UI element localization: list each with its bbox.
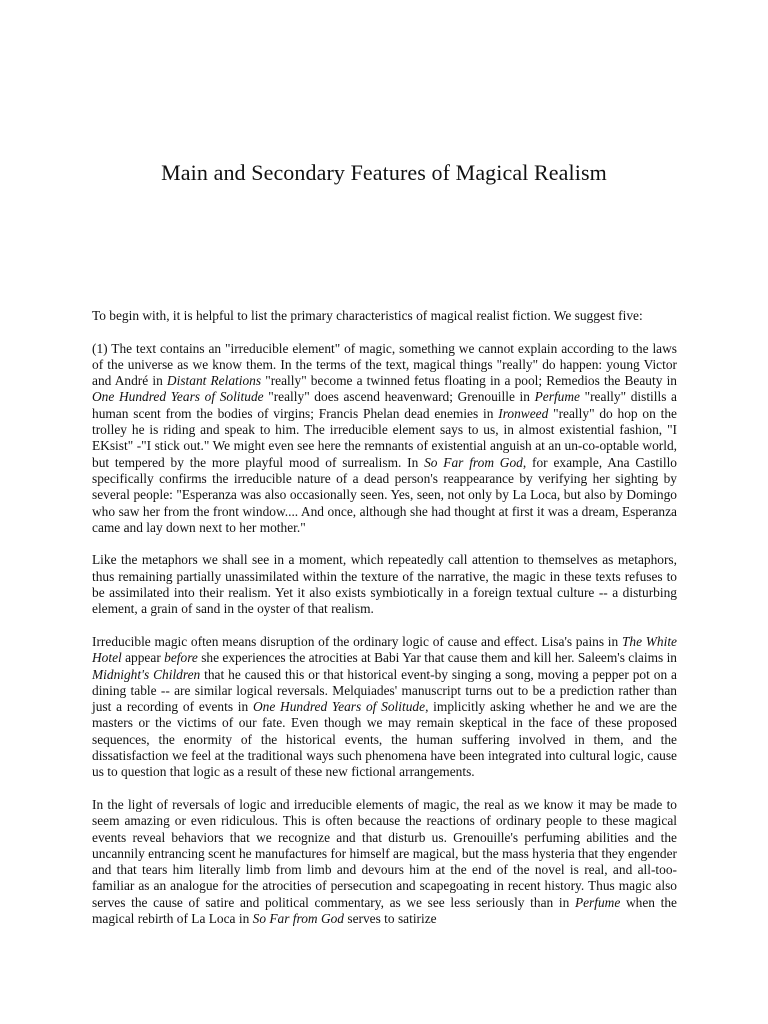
italic-title-text: Perfume [534,389,580,405]
italic-title-text: Perfume [574,894,621,910]
paragraph [92,308,677,324]
italic-title-text: Ironweed [498,405,549,421]
paragraph-text: she experiences the atrocities at Babi Yar that cause them and kill her. Saleem's claims in [197,650,677,666]
italic-title-text: Distant Relations [166,373,262,389]
paragraph-text: serves to satirize [344,910,437,926]
paragraph-text: , for example, Ana Castillo specifically confirms the irreducible nature of a dead person's reappearance by verifying her sighting by several people: "Esperanza was also occasionally seen. Yes, seen, not only by La Loca, but also by Domingo who saw her from the front window.... And once, although she had thought at first it was a dream, Esperanza came and lay down next to her mother." [92,454,677,535]
paragraph-text: (1) The text contains an "irreducible element" of magic, something we cannot explain according to the laws of the universe as we know them. In the terms of the text, magical things "really" do happen: young Victor and André in [92,340,677,389]
paragraph-text: when the magical rebirth of La Loca in [92,894,677,926]
paragraph-text: "really" distills a human scent from the bodies of virgins; Francis Phelan dead enemies in [92,389,678,421]
italic-title-text: before [164,650,198,666]
italic-title-text: So Far from God [424,454,523,470]
italic-title-text: One Hundred Years of Solitude [92,389,264,405]
paragraph-text: "really" become a twinned fetus floating in a pool; Remedios the Beauty in [261,373,677,389]
paragraph-text: Irreducible magic often means disruption of the ordinary logic of cause and effect. Lisa's pains in [92,633,622,649]
paragraph-text: To begin with, it is helpful to list the primary characteristics of magical realist fiction. We suggest five: [92,308,643,323]
paragraph [92,797,677,927]
paragraph-text: appear [121,650,165,666]
paragraph [92,552,677,617]
paragraph-text: Like the metaphors we shall see in a moment, which repeatedly call attention to themselves as metaphors, thus remaining partially unassimilated within the texture of the narrative, the magic in these texts refuses to be assimilated into their realism. Yet it also exists symbiotically in a foreign textual culture -- a disturbing element, a grain of sand in the oyster of that realism. [92,552,677,617]
document-body [92,308,677,944]
paragraph-text: that he caused this or that historical event-by singing a song, moving a pepper pot on a dining table -- are similar logical reversals. Melquiades' manuscript turns out to be a prediction rather than just a recording of events in [92,666,678,715]
paragraph [92,634,677,781]
paragraph-text: "really" does ascend heavenward; Grenouille in [263,389,535,405]
italic-title-text: The White Hotel [92,633,678,666]
paragraph [92,341,677,537]
italic-title-text: One Hundred Years of Solitude [252,699,426,715]
paragraph-text: "really" do hop on the trolley he is riding and speak to him. The irreducible element says to us, in almost existential fashion, "I EKsist" -"I stick out." We might even see here the remnants of existential anguish at an un-co-optable world, but tempered by the more playful mood of surrealism. In [92,405,677,470]
paragraph-text: In the light of reversals of logic and irreducible elements of magic, the real as we know it may be made to seem amazing or even ridiculous. This is often because the reactions of ordinary people to these magical events reveal behaviors that we recognize and that disturb us. Grenouille's perfuming abilities and the uncannily entrancing scent he manufactures for himself are magical, but the mass hysteria that they engender and that tears him literally limb from limb and devours him at the end of the novel is real, and all-too-familiar as an analogue for the atrocities of persecution and scapegoating in recent history. Thus magic also serves the cause of satire and political commentary, as we see less seriously than in [92,796,677,910]
paragraph-text: , implicitly asking whether he and we are the masters or the victims of our fate. Even though we may remain skeptical in the face of these proposed sequences, the enormity of the historical events, the human suffering involved in them, and the dissatisfaction we feel at the traditional ways such phenomena have been integrated into cultural logic, cause us to question that logic as a result of these new fictional arrangements. [92,699,677,780]
italic-title-text: Midnight's Children [92,666,201,682]
document-title: Main and Secondary Features of Magical Realism [161,160,607,185]
italic-title-text: So Far from God [252,910,345,926]
